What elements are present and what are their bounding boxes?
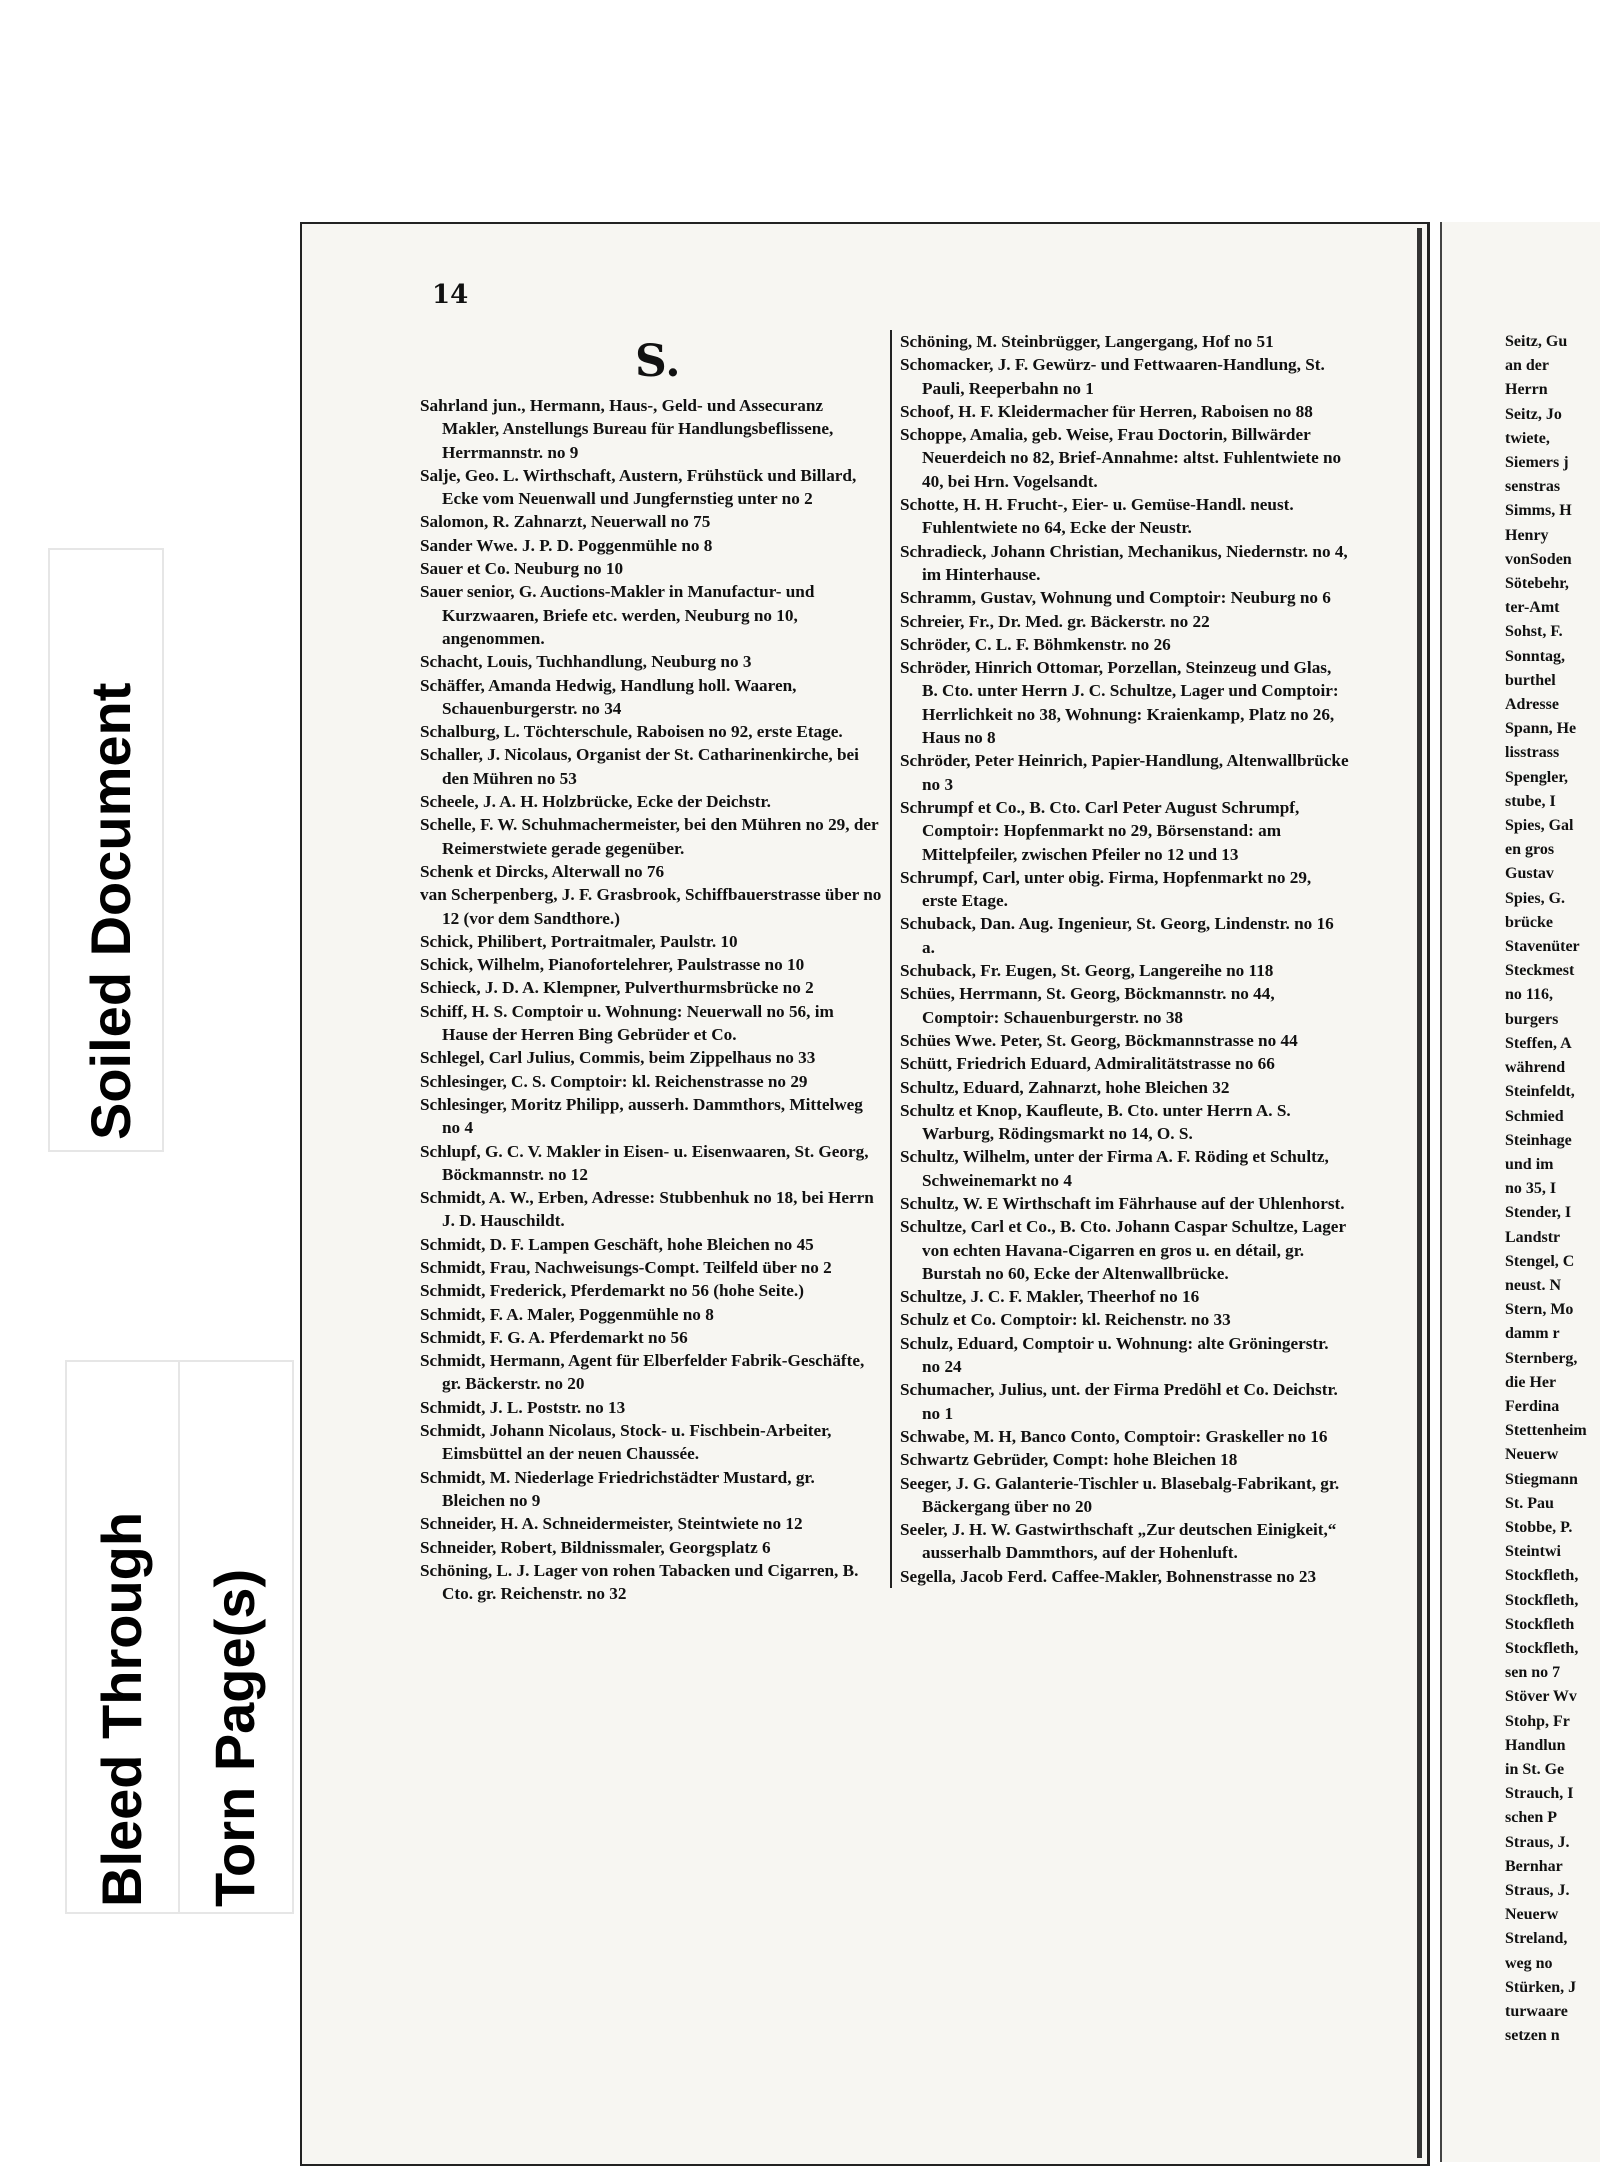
directory-entry: Schües Wwe. Peter, St. Georg, Böckmannstrasse no 44 — [900, 1030, 1298, 1050]
directory-entry: Schick, Wilhelm, Pianofortelehrer, Paulstrasse no 10 — [420, 955, 805, 975]
directory-entry: Schultze, Carl et Co., B. Cto. Johann Caspar Schultze, Lager von echten Havana-Cigarren en gros u. en détail, gr. Burstah no 60, Ecke der Altenwallbrücke. — [900, 1217, 1346, 1283]
directory-entry: Schöning, M. Steinbrügger, Langergang, Hof no 51 — [900, 332, 1274, 351]
directory-entry: Schneider, Robert, Bildnissmaler, Georgsplatz 6 — [420, 1537, 771, 1557]
directory-entry: Schalburg, L. Töchterschule, Raboisen no 92, erste Etage. — [420, 722, 843, 742]
directory-entry: Schwartz Gebrüder, Compt: hohe Bleichen 18 — [900, 1450, 1238, 1470]
next-page-fragment: brücke — [1505, 913, 1553, 931]
next-page-fragment: Stockfleth, — [1505, 1567, 1579, 1585]
page-fold — [1417, 228, 1422, 2158]
next-page-fragment: Steintwi — [1505, 1543, 1561, 1561]
bleed-through-stamp — [65, 1360, 181, 1914]
next-page-fragment: Sötebehr, — [1505, 575, 1569, 593]
next-page-fragment: neust. N — [1505, 1276, 1562, 1294]
next-page-fragment: Seitz, Jo — [1505, 405, 1562, 423]
next-page-fragment: stube, I — [1505, 792, 1556, 810]
directory-entry: Schlupf, G. C. V. Makler in Eisen- u. Eisenwaaren, St. Georg, Böckmannstr. no 12 — [420, 1141, 869, 1184]
directory-entry: Seeler, J. H. W. Gastwirthschaft „Zur deutschen Einigkeit,“ ausserhalb Dammthors, auf der Hohenluft. — [900, 1520, 1337, 1563]
next-page-fragment: sen no 7 — [1505, 1664, 1561, 1682]
directory-entry: Schelle, F. W. Schuhmachermeister, bei den Mühren no 29, der Reimerstwiete gerade gegenüber. — [420, 815, 879, 858]
directory-entry: Schües, Herrmann, St. Georg, Böckmannstr. no 44, Comptoir: Schauenburgerstr. no 38 — [900, 984, 1275, 1027]
next-page-fragment: Streland, — [1505, 1930, 1568, 1948]
directory-entry: Schacht, Louis, Tuchhandlung, Neuburg no 3 — [420, 652, 752, 672]
next-page-fragment: Spies, Gal — [1505, 817, 1574, 835]
next-page-fragment: no 35, I — [1505, 1180, 1557, 1198]
next-page-fragment: Steffen, A — [1505, 1034, 1572, 1052]
directory-entry: Schoof, H. F. Kleidermacher für Herren, Raboisen no 88 — [900, 401, 1313, 421]
directory-entry: Segella, Jacob Ferd. Caffee-Makler, Bohnenstrasse no 23 — [900, 1566, 1317, 1586]
section-letter: S. — [635, 336, 681, 387]
next-page-fragment: Simms, H — [1505, 502, 1572, 520]
next-page-fragment: Stockfleth — [1505, 1615, 1575, 1633]
directory-entry: Schütt, Friedrich Eduard, Admiralitätstrasse no 66 — [900, 1054, 1275, 1074]
next-page-fragment: no 116, — [1505, 986, 1554, 1004]
next-page-fragment: in St. Ge — [1505, 1760, 1565, 1778]
next-page-fragment: damm r — [1505, 1325, 1560, 1343]
torn-pages-label: Torn Page(s) — [203, 1568, 266, 1907]
next-page-fragment: Stern, Mo — [1505, 1301, 1574, 1319]
directory-entry: Schmidt, Johann Nicolaus, Stock- u. Fischbein-Arbeiter, Eimsbüttel an der neuen Chaussée. — [420, 1421, 832, 1464]
next-page-column — [1505, 330, 1600, 2048]
directory-entry: Schlegel, Carl Julius, Commis, beim Zippelhaus no 33 — [420, 1048, 816, 1068]
next-page-fragment: en gros — [1505, 841, 1555, 859]
right-column — [890, 330, 1350, 1588]
directory-entry: Schlesinger, Moritz Philipp, ausserh. Dammthors, Mittelweg no 4 — [420, 1094, 863, 1138]
next-page-fragment: burgers — [1505, 1010, 1559, 1028]
next-page-fragment: Stiegmann — [1505, 1470, 1578, 1488]
directory-entry: Schradieck, Johann Christian, Mechanikus, Niedernstr. no 4, im Hinterhause. — [900, 541, 1348, 584]
directory-entry: Seeger, J. G. Galanterie-Tischler u. Blasebalg-Fabrikant, gr. Bäckergang über no 20 — [900, 1473, 1340, 1516]
next-page-fragment: ter-Amt — [1505, 599, 1560, 617]
directory-entry: Schultz, Eduard, Zahnarzt, hohe Bleichen 32 — [900, 1077, 1230, 1097]
next-page-fragment: und im — [1505, 1155, 1554, 1173]
directory-entry: Salje, Geo. L. Wirthschaft, Austern, Frühstück und Billard, Ecke vom Neuenwall und Jungfernstieg unter no 2 — [420, 465, 857, 509]
directory-entry: Schoppe, Amalia, geb. Weise, Frau Doctorin, Billwärder Neuerdeich no 82, Brief-Annahme: altst. Fuhlentwiete no 40, bei Hrn. Vogelsandt. — [900, 425, 1342, 491]
directory-entry: Schneider, H. A. Schneidermeister, Steintwiete no 12 — [420, 1514, 803, 1534]
next-page-fragment: Adresse — [1505, 696, 1559, 714]
next-page-fragment: turwaare — [1505, 2003, 1568, 2021]
next-page-fragment: Sohst, F. — [1505, 623, 1563, 641]
directory-entry: Schmidt, F. G. A. Pferdemarkt no 56 — [420, 1327, 688, 1347]
directory-entry: Schick, Philibert, Portraitmaler, Paulstr. 10 — [420, 931, 738, 951]
next-page-fragment: Steinfeldt, — [1505, 1083, 1575, 1101]
next-page-fragment: während — [1505, 1059, 1566, 1077]
directory-entry: Schmidt, Frederick, Pferdemarkt no 56 (hohe Seite.) — [420, 1281, 804, 1301]
directory-entry: Schöning, L. J. Lager von rohen Tabacken und Cigarren, B. Cto. gr. Reichenstr. no 32 — [420, 1560, 859, 1604]
directory-entry: Schrumpf et Co., B. Cto. Carl Peter August Schrumpf, Comptoir: Hopfenmarkt no 29, Börsenstand: am Mittelpfeiler, zwischen Pfeiler no 12 und 13 — [900, 797, 1300, 864]
directory-entry: Scheele, J. A. H. Holzbrücke, Ecke der Deichstr. — [420, 792, 771, 812]
next-page-fragment: Steinhage — [1505, 1131, 1572, 1149]
directory-entry: Schultze, J. C. F. Makler, Theerhof no 16 — [900, 1287, 1200, 1307]
next-page-fragment: Ferdina — [1505, 1397, 1560, 1415]
next-page-fragment: Stockfleth, — [1505, 1591, 1579, 1609]
left-column — [420, 394, 882, 1605]
next-page-fragment: setzen n — [1505, 2027, 1560, 2045]
next-page-fragment: Spengler, — [1505, 768, 1568, 786]
next-page-fragment: Bernhar — [1505, 1857, 1563, 1875]
next-page-fragment: Sternberg, — [1505, 1349, 1578, 1367]
next-page-fragment: die Her — [1505, 1373, 1557, 1391]
directory-entry: van Scherpenberg, J. F. Grasbrook, Schiffbauerstrasse über no 12 (vor dem Sandthore.) — [420, 885, 882, 928]
torn-pages-stamp — [178, 1360, 294, 1914]
directory-entry: Schaller, J. Nicolaus, Organist der St. Catharinenkirche, bei den Mühren no 53 — [420, 745, 859, 788]
next-page-fragment: Stöver Wv — [1505, 1688, 1577, 1706]
next-page-fragment: Neuerw — [1505, 1906, 1559, 1924]
next-page-fragment: Stobbe, P. — [1505, 1518, 1573, 1536]
directory-entry: Schotte, H. H. Frucht-, Eier- u. Gemüse-Handl. neust. Fuhlentwiete no 64, Ecke der Neustr. — [900, 495, 1294, 538]
directory-entry: Schmidt, M. Niederlage Friedrichstädter Mustard, gr. Bleichen no 9 — [420, 1467, 815, 1510]
next-page-fragment: Stengel, C — [1505, 1252, 1575, 1270]
directory-entry: Sander Wwe. J. P. D. Poggenmühle no 8 — [420, 535, 713, 555]
next-page-fragment: an der — [1505, 357, 1549, 375]
directory-entry: Schultz et Knop, Kaufleute, B. Cto. unter Herrn A. S. Warburg, Rödingsmarkt no 14, O. S. — [900, 1100, 1291, 1144]
next-page-fragment: Straus, J. — [1505, 1833, 1570, 1851]
directory-entry: Schrumpf, Carl, unter obig. Firma, Hopfenmarkt no 29, erste Etage. — [900, 867, 1312, 911]
next-page-fragment: Spies, G. — [1505, 889, 1566, 907]
directory-entry: Schröder, Peter Heinrich, Papier-Handlung, Altenwallbrücke no 3 — [900, 751, 1349, 794]
next-page-fragment: senstras — [1505, 478, 1561, 496]
directory-entry: Schulz, Eduard, Comptoir u. Wohnung: alte Gröningerstr. no 24 — [900, 1333, 1329, 1377]
next-page-fragment: vonSoden — [1505, 550, 1572, 568]
next-page-fragment: Henry — [1505, 526, 1549, 544]
directory-entry: Schuback, Dan. Aug. Ingenieur, St. Georg, Lindenstr. no 16 a. — [900, 914, 1334, 957]
directory-entry: Schmidt, Frau, Nachweisungs-Compt. Teilfeld über no 2 — [420, 1257, 832, 1277]
directory-entry: Schmidt, J. L. Poststr. no 13 — [420, 1397, 626, 1417]
next-page-fragment: Strauch, I — [1505, 1785, 1574, 1803]
directory-entry: Schramm, Gustav, Wohnung und Comptoir: Neuburg no 6 — [900, 588, 1331, 608]
next-page-fragment: Handlun — [1505, 1736, 1566, 1754]
next-page-fragment: Neuerw — [1505, 1446, 1559, 1464]
directory-entry: Sauer senior, G. Auctions-Makler in Manufactur- und Kurzwaaren, Briefe etc. werden, Neuburg no 10, angenommen. — [420, 582, 815, 648]
next-page-fragment: Stürken, J — [1505, 1978, 1577, 1996]
directory-entry: Schlesinger, C. S. Comptoir: kl. Reichenstrasse no 29 — [420, 1071, 808, 1091]
next-page-fragment: Schmied — [1505, 1107, 1564, 1125]
next-page-fragment: Stettenheim — [1505, 1422, 1587, 1440]
directory-entry: Schmidt, A. W., Erben, Adresse: Stubbenhuk no 18, bei Herrn J. D. Hauschildt. — [420, 1188, 874, 1231]
directory-entry: Sauer et Co. Neuburg no 10 — [420, 559, 624, 579]
directory-entry: Schumacher, Julius, unt. der Firma Predöhl et Co. Deichstr. no 1 — [900, 1380, 1338, 1423]
next-page-fragment: Steckmest — [1505, 962, 1575, 980]
next-page-fragment: burthel — [1505, 671, 1556, 689]
directory-entry: Schenk et Dircks, Alterwall no 76 — [420, 861, 665, 881]
directory-entry: Schomacker, J. F. Gewürz- und Fettwaaren-Handlung, St. Pauli, Reeperbahn no 1 — [900, 355, 1325, 398]
directory-entry: Salomon, R. Zahnarzt, Neuerwall no 75 — [420, 512, 711, 532]
directory-entry: Schulz et Co. Comptoir: kl. Reichenstr. no 33 — [900, 1310, 1231, 1330]
directory-entry: Schäffer, Amanda Hedwig, Handlung holl. Waaren, Schauenburgerstr. no 34 — [420, 675, 797, 718]
directory-entry: Schmidt, Hermann, Agent für Elberfelder Fabrik-Geschäfte, gr. Bäckerstr. no 20 — [420, 1351, 865, 1394]
next-page-fragment: St. Pau — [1505, 1494, 1554, 1512]
page-number: 14 — [432, 280, 469, 310]
next-page-fragment: Stohp, Fr — [1505, 1712, 1570, 1730]
next-page-fragment: Siemers j — [1505, 454, 1569, 472]
directory-entry: Schuback, Fr. Eugen, St. Georg, Langereihe no 118 — [900, 961, 1274, 981]
directory-entry: Schultz, W. E Wirthschaft im Fährhause auf der Uhlenhorst. — [900, 1193, 1345, 1213]
next-page-fragment: weg no — [1505, 1954, 1553, 1972]
next-page-fragment: Stockfleth, — [1505, 1639, 1579, 1657]
next-page-fragment: Straus, J. — [1505, 1882, 1570, 1899]
bleed-through-label: Bleed Through — [90, 1511, 153, 1907]
directory-entry: Schmidt, F. A. Maler, Poggenmühle no 8 — [420, 1304, 714, 1324]
soiled-document-stamp — [48, 548, 164, 1152]
next-page-fragment: Seitz, Gu — [1505, 333, 1568, 350]
next-page-fragment: lisstrass — [1505, 744, 1560, 762]
directory-entry: Schultz, Wilhelm, unter der Firma A. F. Röding et Schultz, Schweinemarkt no 4 — [900, 1147, 1329, 1190]
directory-entry: Schmidt, D. F. Lampen Geschäft, hohe Bleichen no 45 — [420, 1234, 814, 1254]
next-page-fragment: Stender, I — [1505, 1204, 1572, 1222]
directory-entry: Schwabe, M. H, Banco Conto, Comptoir: Graskeller no 16 — [900, 1426, 1328, 1446]
next-page-fragment: Sonntag, — [1505, 647, 1566, 665]
directory-entry: Schröder, Hinrich Ottomar, Porzellan, Steinzeug und Glas, B. Cto. unter Herrn J. C. Schultze, Lager und Comptoir: Herrlichkeit no 38, Wohnung: Kraienkamp, Platz no 26, Haus no 8 — [900, 658, 1339, 748]
directory-entry: Schiff, H. S. Comptoir u. Wohnung: Neuerwall no 56, im Hause der Herren Bing Gebrüder et Co. — [420, 1001, 834, 1045]
directory-entry: Sahrland jun., Hermann, Haus-, Geld- und Assecuranz Makler, Anstellungs Bureau für Handlungsbeflissene, Herrmannstr. no 9 — [420, 396, 834, 462]
next-page-fragment: schen P — [1505, 1809, 1557, 1827]
directory-entry: Schieck, J. D. A. Klempner, Pulverthurmsbrücke no 2 — [420, 978, 814, 998]
next-page-fragment: twiete, — [1505, 429, 1550, 447]
next-page-fragment: Spann, He — [1505, 720, 1577, 738]
directory-entry: Schreier, Fr., Dr. Med. gr. Bäckerstr. no 22 — [900, 611, 1210, 631]
next-page-fragment: Stavenüter — [1505, 938, 1580, 956]
soiled-document-label: Soiled Document — [79, 682, 142, 1140]
next-page-fragment: Gustav — [1505, 865, 1554, 883]
next-page-fragment: Landstr — [1505, 1228, 1561, 1246]
directory-entry: Schröder, C. L. F. Böhmkenstr. no 26 — [900, 634, 1171, 654]
next-page-fragment: Herrn — [1505, 381, 1548, 399]
